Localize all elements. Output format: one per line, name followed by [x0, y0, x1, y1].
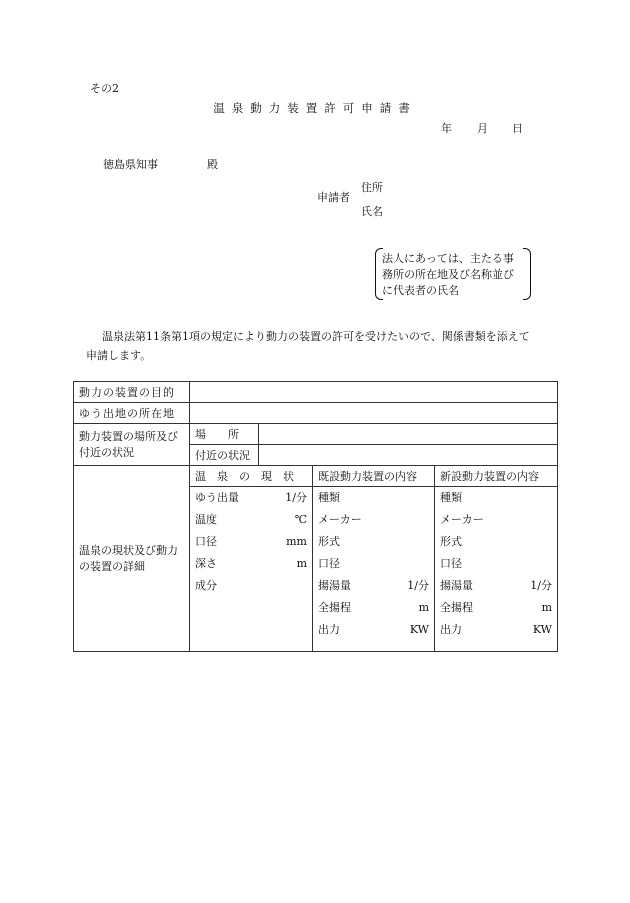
detail-row: 成分 — [195, 579, 217, 592]
form-number: その2 — [90, 82, 119, 95]
source-location-label: ゆう出地の所在地 — [74, 403, 190, 424]
date-day-label: 日 — [512, 122, 523, 135]
surroundings-sublabel: 付近の状況 — [190, 445, 259, 466]
corporation-note-line: 務所の所在地及び名称並び — [382, 268, 514, 281]
place-sublabel: 場 所 — [190, 424, 259, 445]
detail-row: 口径 — [440, 557, 462, 570]
surroundings-field[interactable] — [259, 445, 558, 466]
statement-line: 温泉法第11条第1項の規定により動力の装置の許可を受けたいので、関係書類を添えて — [102, 330, 530, 343]
source-location-field[interactable] — [190, 403, 558, 424]
existing-device-header: 既設動力装置の内容 — [313, 466, 435, 487]
applicant-address-label: 住所 — [361, 181, 383, 194]
corporation-note-text — [382, 251, 514, 299]
detail-row: 種類 — [318, 491, 340, 504]
detail-row: 全揚程 m — [318, 601, 429, 614]
place-label: 動力装置の場所及び付近の状況 — [74, 424, 190, 466]
date-year-label: 年 — [441, 122, 452, 135]
detail-row: メーカー — [440, 513, 484, 526]
current-status-header: 温 泉 の 現 状 — [190, 466, 313, 487]
page-title: 温泉動力装置許可申請書 — [213, 101, 417, 115]
existing-device-details[interactable] — [313, 487, 435, 652]
detail-row: メーカー — [318, 513, 362, 526]
detail-row: 口径 — [318, 557, 340, 570]
new-device-header: 新設動力装置の内容 — [435, 466, 558, 487]
corporation-note — [375, 248, 531, 300]
detail-row: 揚湯量 1/分 — [318, 579, 429, 592]
applicant-name-label: 氏名 — [361, 205, 383, 218]
detail-row: 口径 mm — [195, 535, 307, 548]
detail-row: 出力 KW — [318, 623, 429, 636]
detail-row: 温度 ℃ — [195, 513, 307, 526]
place-field[interactable] — [259, 424, 558, 445]
application-statement — [86, 327, 530, 365]
detail-row: 揚湯量 1/分 — [440, 579, 552, 592]
honorific: 殿 — [207, 158, 218, 171]
addressee: 徳島県知事 — [103, 158, 158, 171]
detail-row: ゆう出量 1/分 — [195, 491, 307, 504]
corporation-note-line: に代表者の氏名 — [382, 284, 459, 297]
corporation-note-line: 法人にあっては、主たる事 — [382, 252, 514, 265]
new-device-details[interactable] — [435, 487, 558, 652]
purpose-label: 動力の装置の目的 — [74, 382, 190, 403]
statement-line: 申請します。 — [86, 349, 152, 362]
detail-row: 全揚程 m — [440, 601, 552, 614]
detail-row: 形式 — [440, 535, 462, 548]
date-month-label: 月 — [477, 122, 488, 135]
purpose-field[interactable] — [190, 382, 558, 403]
applicant-label: 申請者 — [317, 191, 350, 204]
right-bracket — [523, 248, 531, 300]
detail-row: 形式 — [318, 535, 340, 548]
current-status-details[interactable] — [190, 487, 313, 652]
detail-row: 種類 — [440, 491, 462, 504]
detail-row: 深さ m — [195, 557, 307, 570]
detail-label: 温泉の現状及び動力の装置の詳細 — [74, 466, 190, 652]
detail-row: 出力 KW — [440, 623, 552, 636]
application-table — [73, 381, 558, 652]
